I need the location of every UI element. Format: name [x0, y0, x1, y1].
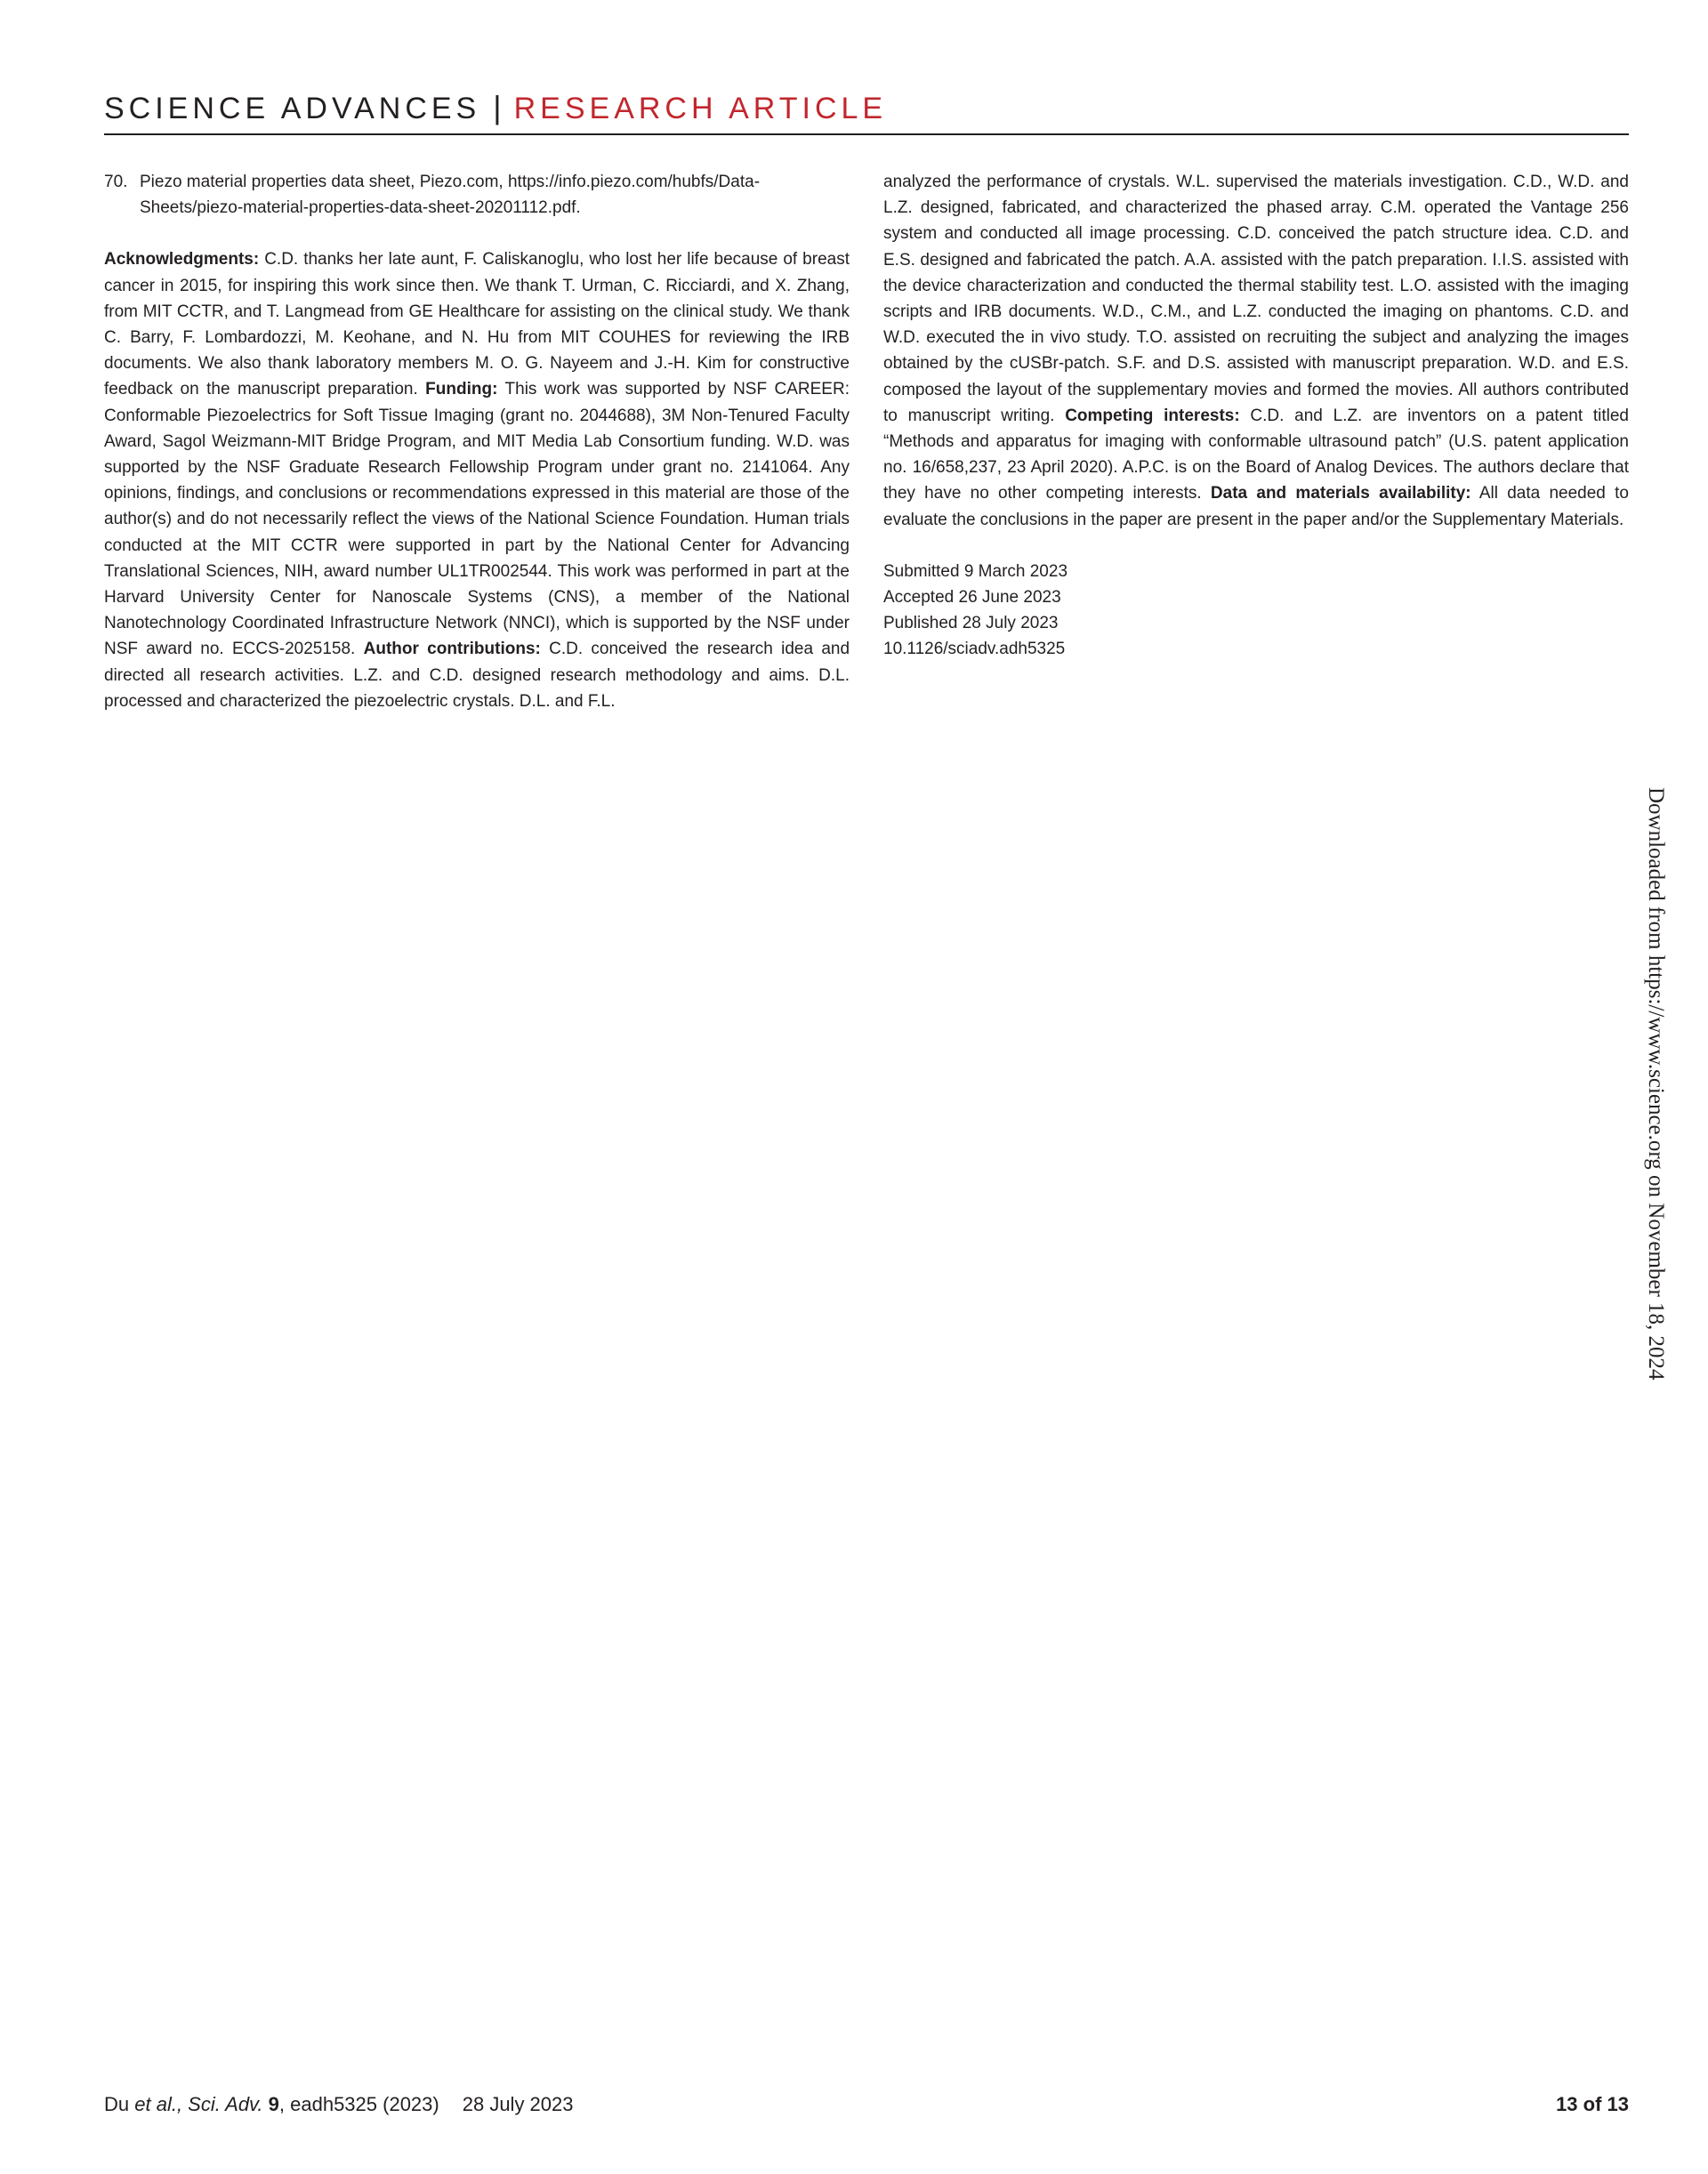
competing-interests-text: C.D. and L.Z. are inventors on a patent titled “Methods and apparatus for imaging with conformable ultrasound patch” (U.S. patent application no. 16/658,237, 23 April 2020). A.P.C. is on the Board of Analog Devices. The authors declare that they have no other competing interests. — [883, 406, 1629, 503]
citation — [104, 2093, 574, 2116]
author-contributions-text-right: analyzed the performance of crystals. W.L. supervised the materials investigation. C.D., W.D. and L.Z. designed, fabricated, and characterized the phased array. C.M. operated the Vantage 256 system and conducted all image processing. C.D. conceived the patch structure idea. C.D. and E.S. designed and fabricated the patch. A.A. assisted with the patch preparation. I.I.S. assisted with the device characterization and conducted the thermal stability test. L.O. assisted with the imaging scripts and IRB documents. W.D., C.M., and L.Z. conducted the imaging on phantoms. C.D. and W.D. executed the in vivo study. T.O. assisted on recruiting the subject and analyzing the images obtained by the cUSBr-patch. S.F. and D.S. assisted with manuscript preparation. W.D. and E.S. composed the layout of the supplementary movies and formed the movies. All authors contributed to manuscript writing. — [883, 173, 1629, 425]
running-header — [104, 82, 1629, 135]
acknowledgments-text: C.D. thanks her late aunt, F. Caliskanoglu, who lost her life because of breast cancer in 2015, for inspiring this work since then. We thank T. Urman, C. Ricciardi, and X. Zhang, from MIT CCTR, and T. Langmead from GE Healthcare for assisting on the clinical study. We thank C. Barry, F. Lombardozzi, M. Keohane, and N. Hu from MIT COUHES for reviewing the IRB documents. We also thank laboratory members M. O. G. Nayeem and J.-H. Kim for constructive feedback on the manuscript preparation. — [104, 250, 850, 399]
submitted-date: Submitted 9 March 2023 — [883, 561, 1068, 581]
journal-name: SCIENCE ADVANCES — [104, 92, 481, 125]
accepted-date: Accepted 26 June 2023 — [883, 588, 1061, 608]
download-watermark: Downloaded from https://www.science.org on November 18, 2024 — [1644, 787, 1668, 1381]
citation-article: , eadh5325 (2023) — [278, 2093, 439, 2115]
author-contributions-label: Author contributions: — [363, 640, 541, 659]
page-footer — [104, 2093, 1629, 2116]
funding-text: This work was supported by NSF CAREER: Conformable Piezoelectrics for Soft Tissue Imaging (grant no. 2044688), 3M Non-Tenured Faculty Award, Sagol Weizmann-MIT Bridge Program, and MIT Media Lab Consortium funding. W.D. was supported by the NSF Graduate Research Fellowship Program under grant no. 2141064. Any opinions, findings, and conclusions or recommendations expressed in this material are those of the author(s) and do not necessarily reflect the views of the National Science Foundation. Human trials conducted at the MIT CCTR were supported in part by the National Center for Advancing Translational Sciences, NIH, award number UL1TR002544. This work was performed in part at the Harvard University Center for Nanoscale Systems (CNS), a member of the National Nanotechnology Coordinated Infrastructure Network (NNCI), which is supported by the NSF under NSF award no. ECCS-2025158. — [104, 380, 850, 659]
acknowledgments-label: Acknowledgments: — [104, 250, 260, 270]
competing-interests-label: Competing interests: — [1065, 406, 1240, 425]
reference-text: Piezo material properties data sheet, Piezo.com, https://info.piezo.com/hubfs/Data-Sheets/piezo-material-properties-data-sheet-20201112.pdf. — [140, 173, 761, 218]
right-column — [883, 169, 1629, 663]
data-availability-text: All data needed to evaluate the conclusions in the paper are present in the paper and/or the Supplementary Materials. — [883, 484, 1629, 529]
citation-journal: , Sci. Adv. — [176, 2093, 263, 2115]
continued-paragraph — [883, 169, 1629, 533]
data-availability-label: Data and materials availability: — [1210, 484, 1471, 503]
page-number: 13 of 13 — [1556, 2093, 1629, 2115]
publication-history — [883, 559, 1629, 663]
citation-authors: Du — [104, 2093, 135, 2115]
left-column — [104, 169, 850, 714]
reference-item — [104, 169, 850, 221]
section-name: RESEARCH ARTICLE — [513, 92, 888, 125]
citation-date: 28 July 2023 — [462, 2093, 574, 2115]
author-contributions-text-left: C.D. conceived the research idea and directed all research activities. L.Z. and C.D. designed research methodology and aims. D.L. processed and characterized the piezoelectric crystals. D.L. and F.L. — [104, 640, 850, 711]
citation-volume: 9 — [262, 2093, 279, 2115]
acknowledgments-paragraph — [104, 246, 850, 714]
funding-label: Funding: — [425, 380, 498, 399]
header-separator: | — [493, 89, 502, 125]
citation-etal: et al. — [134, 2093, 177, 2115]
reference-number: 70. — [104, 173, 128, 191]
published-date: Published 28 July 2023 — [883, 614, 1059, 633]
doi-link[interactable]: 10.1126/sciadv.adh5325 — [883, 640, 1066, 659]
